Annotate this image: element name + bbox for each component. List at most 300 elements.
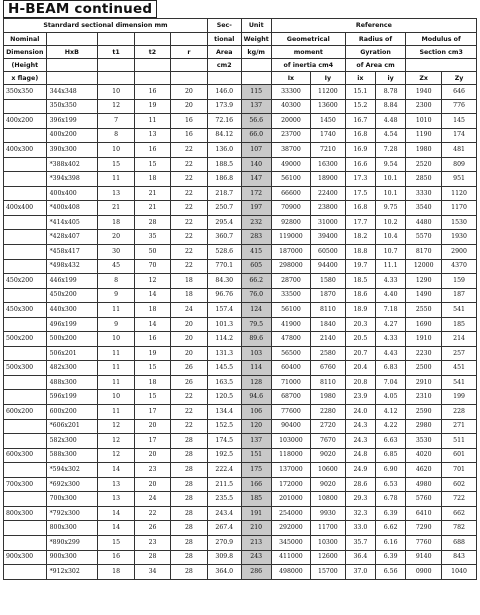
cell-iy: 9020 <box>311 477 346 492</box>
cell-zx: 2300 <box>406 99 442 114</box>
cell-dim <box>4 565 47 580</box>
cell-zy: 602 <box>442 477 477 492</box>
cell-t2: 50 <box>135 245 171 260</box>
cell-w: 147 <box>241 172 271 187</box>
table-row <box>4 419 477 434</box>
cell-riy: 10.1 <box>376 172 406 187</box>
cell-r: 24 <box>170 303 207 318</box>
cell-area: 250.7 <box>207 201 241 216</box>
cell-t2: 35 <box>135 230 171 245</box>
cell-zy: 145 <box>442 114 477 129</box>
cell-t1: 13 <box>98 477 135 492</box>
header-modulus: Modulus of <box>406 33 477 46</box>
cell-iy: 22400 <box>311 186 346 201</box>
cell-zy: 1170 <box>442 201 477 216</box>
cell-rix: 17.5 <box>345 186 375 201</box>
cell-dim <box>4 215 47 230</box>
cell-dim: 450x200 <box>4 274 47 289</box>
cell-t1: 11 <box>98 303 135 318</box>
cell-hxb: *606x201 <box>46 419 98 434</box>
cell-iy: 18900 <box>311 172 346 187</box>
cell-dim <box>4 521 47 536</box>
cell-t2: 13 <box>135 128 171 143</box>
cell-t1: 14 <box>98 506 135 521</box>
header-x-flage: x flage) <box>4 72 47 85</box>
table-row <box>4 477 477 492</box>
cell-iy: 13600 <box>311 99 346 114</box>
cell-zy: 4370 <box>442 259 477 274</box>
cell-ix: 172000 <box>271 477 310 492</box>
cell-rix: 15.2 <box>345 99 375 114</box>
cell-area: 270.9 <box>207 535 241 550</box>
cell-t2: 28 <box>135 550 171 565</box>
header-cm2: cm2 <box>207 59 241 72</box>
table-row <box>4 157 477 172</box>
cell-zy: 451 <box>442 361 477 376</box>
cell-r: 22 <box>170 143 207 158</box>
table-row <box>4 390 477 405</box>
cell-rix: 18.5 <box>345 274 375 289</box>
cell-hxb: 344x348 <box>46 85 98 100</box>
cell-ix: 66600 <box>271 186 310 201</box>
cell-zx: 4020 <box>406 448 442 463</box>
cell-t2: 28 <box>135 215 171 230</box>
cell-area: 96.76 <box>207 288 241 303</box>
cell-rix: 24.3 <box>345 434 375 449</box>
cell-zy: 782 <box>442 521 477 536</box>
cell-w: 76.0 <box>241 288 271 303</box>
header-of-area: of Area cm <box>345 59 406 72</box>
cell-rix: 35.7 <box>345 535 375 550</box>
cell-dim <box>4 157 47 172</box>
cell-zy: 809 <box>442 157 477 172</box>
cell-t2: 18 <box>135 172 171 187</box>
header-standard: Stanrdard sectional dimension mm <box>4 19 208 33</box>
cell-t1: 13 <box>98 186 135 201</box>
cell-t1: 45 <box>98 259 135 274</box>
cell-w: 243 <box>241 550 271 565</box>
cell-riy: 6.90 <box>376 463 406 478</box>
cell-ix: 90400 <box>271 419 310 434</box>
cell-zy: 185 <box>442 317 477 332</box>
cell-zx: 2850 <box>406 172 442 187</box>
header-nominal: Nominal <box>4 33 47 46</box>
cell-r: 28 <box>170 463 207 478</box>
header-t1: t1 <box>98 46 135 59</box>
cell-w: 197 <box>241 201 271 216</box>
cell-w: 210 <box>241 521 271 536</box>
h-beam-table <box>3 18 477 580</box>
cell-riy: 4.48 <box>376 114 406 129</box>
cell-r: 16 <box>170 128 207 143</box>
cell-zx: 1940 <box>406 85 442 100</box>
cell-rix: 24.9 <box>345 463 375 478</box>
cell-zy: 843 <box>442 550 477 565</box>
cell-ix: 254000 <box>271 506 310 521</box>
table-row <box>4 288 477 303</box>
cell-iy: 7670 <box>311 434 346 449</box>
cell-zy: 541 <box>442 303 477 318</box>
cell-t2: 12 <box>135 274 171 289</box>
cell-rix: 37.0 <box>345 565 375 580</box>
cell-ix: 71000 <box>271 375 310 390</box>
cell-zy: 481 <box>442 143 477 158</box>
cell-rix: 20.3 <box>345 317 375 332</box>
header-radius: Radius of <box>345 33 406 46</box>
cell-rix: 18.8 <box>345 245 375 260</box>
cell-w: 66.0 <box>241 128 271 143</box>
cell-ix: 20000 <box>271 114 310 129</box>
cell-iy: 1450 <box>311 114 346 129</box>
cell-t2: 11 <box>135 114 171 129</box>
cell-r: 22 <box>170 172 207 187</box>
cell-hxb: *400x408 <box>46 201 98 216</box>
cell-area: 243.4 <box>207 506 241 521</box>
cell-hxb: 900x300 <box>46 550 98 565</box>
cell-area: 152.5 <box>207 419 241 434</box>
cell-iy: 8110 <box>311 303 346 318</box>
cell-riy: 11.1 <box>376 259 406 274</box>
cell-hxb: *428x407 <box>46 230 98 245</box>
cell-ix: 103000 <box>271 434 310 449</box>
header-dimension: Dimension <box>4 46 47 59</box>
cell-zx: 7760 <box>406 535 442 550</box>
cell-t1: 12 <box>98 99 135 114</box>
cell-t2: 21 <box>135 201 171 216</box>
cell-zy: 214 <box>442 332 477 347</box>
cell-t1: 12 <box>98 419 135 434</box>
cell-t1: 11 <box>98 172 135 187</box>
cell-r: 28 <box>170 521 207 536</box>
cell-iy: 2280 <box>311 405 346 420</box>
table-row <box>4 346 477 361</box>
cell-t2: 16 <box>135 85 171 100</box>
cell-t1: 16 <box>98 550 135 565</box>
cell-dim <box>4 535 47 550</box>
cell-t2: 20 <box>135 448 171 463</box>
cell-w: 175 <box>241 463 271 478</box>
cell-hxb: *414x405 <box>46 215 98 230</box>
cell-hxb: *890x299 <box>46 535 98 550</box>
cell-t1: 7 <box>98 114 135 129</box>
cell-riy: 10.4 <box>376 230 406 245</box>
cell-area: 174.5 <box>207 434 241 449</box>
cell-zx: 2980 <box>406 419 442 434</box>
cell-dim: 500x300 <box>4 361 47 376</box>
cell-zx: 1010 <box>406 114 442 129</box>
cell-r: 22 <box>170 215 207 230</box>
cell-zx: 3330 <box>406 186 442 201</box>
cell-t2: 34 <box>135 565 171 580</box>
cell-w: 106 <box>241 405 271 420</box>
cell-r: 22 <box>170 419 207 434</box>
cell-r: 22 <box>170 405 207 420</box>
cell-riy: 4.43 <box>376 346 406 361</box>
header-kgm: kg/m <box>241 46 271 59</box>
cell-w: 286 <box>241 565 271 580</box>
cell-zx: 0900 <box>406 565 442 580</box>
cell-t1: 12 <box>98 434 135 449</box>
cell-riy: 10.7 <box>376 245 406 260</box>
cell-riy: 6.78 <box>376 492 406 507</box>
cell-iy: 1840 <box>311 317 346 332</box>
cell-r: 28 <box>170 506 207 521</box>
cell-t2: 18 <box>135 303 171 318</box>
cell-r: 18 <box>170 288 207 303</box>
cell-dim: 900x300 <box>4 550 47 565</box>
cell-r: 28 <box>170 434 207 449</box>
cell-t1: 10 <box>98 390 135 405</box>
cell-ix: 345000 <box>271 535 310 550</box>
cell-zx: 5570 <box>406 230 442 245</box>
cell-t2: 14 <box>135 317 171 332</box>
cell-iy: 2720 <box>311 419 346 434</box>
cell-iy: 31000 <box>311 215 346 230</box>
table-row <box>4 274 477 289</box>
table-row <box>4 448 477 463</box>
cell-area: 101.3 <box>207 317 241 332</box>
cell-zy: 511 <box>442 434 477 449</box>
cell-riy: 6.62 <box>376 521 406 536</box>
table-row <box>4 550 477 565</box>
table-row <box>4 361 477 376</box>
cell-w: 283 <box>241 230 271 245</box>
cell-t1: 15 <box>98 535 135 550</box>
cell-rix: 18.6 <box>345 288 375 303</box>
cell-rix: 18.9 <box>345 303 375 318</box>
cell-riy: 6.85 <box>376 448 406 463</box>
cell-r: 22 <box>170 186 207 201</box>
cell-r: 22 <box>170 245 207 260</box>
cell-r: 20 <box>170 99 207 114</box>
cell-hxb: 446x199 <box>46 274 98 289</box>
cell-area: 134.4 <box>207 405 241 420</box>
cell-iy: 8110 <box>311 375 346 390</box>
cell-rix: 36.4 <box>345 550 375 565</box>
cell-rix: 16.7 <box>345 114 375 129</box>
cell-riy: 10.1 <box>376 186 406 201</box>
cell-rix: 20.7 <box>345 346 375 361</box>
cell-t1: 20 <box>98 230 135 245</box>
cell-t2: 22 <box>135 506 171 521</box>
cell-ix: 298000 <box>271 259 310 274</box>
cell-area: 84.12 <box>207 128 241 143</box>
cell-riy: 4.27 <box>376 317 406 332</box>
cell-ix: 77600 <box>271 405 310 420</box>
cell-zx: 4620 <box>406 463 442 478</box>
cell-area: 211.5 <box>207 477 241 492</box>
cell-w: 166 <box>241 477 271 492</box>
cell-t2: 21 <box>135 186 171 201</box>
cell-zy: 257 <box>442 346 477 361</box>
cell-t2: 16 <box>135 332 171 347</box>
cell-dim <box>4 245 47 260</box>
table-row <box>4 405 477 420</box>
header-unit: Unit <box>241 19 271 33</box>
cell-dim: 500x200 <box>4 332 47 347</box>
cell-zy: 776 <box>442 99 477 114</box>
cell-w: 415 <box>241 245 271 260</box>
cell-area: 360.7 <box>207 230 241 245</box>
cell-ix: 40300 <box>271 99 310 114</box>
cell-riy: 9.54 <box>376 157 406 172</box>
cell-area: 120.5 <box>207 390 241 405</box>
cell-area: 267.4 <box>207 521 241 536</box>
cell-t2: 26 <box>135 521 171 536</box>
cell-rix: 16.9 <box>345 143 375 158</box>
cell-area: 364.0 <box>207 565 241 580</box>
cell-rix: 17.3 <box>345 172 375 187</box>
cell-rix: 24.3 <box>345 419 375 434</box>
header-hxb: HxB <box>46 46 98 59</box>
cell-rix: 16.8 <box>345 128 375 143</box>
cell-t2: 17 <box>135 405 171 420</box>
cell-t1: 18 <box>98 565 135 580</box>
cell-t1: 11 <box>98 361 135 376</box>
cell-zx: 1980 <box>406 143 442 158</box>
cell-w: 103 <box>241 346 271 361</box>
table-body <box>4 85 477 580</box>
cell-w: 213 <box>241 535 271 550</box>
cell-zx: 9140 <box>406 550 442 565</box>
cell-iy: 7210 <box>311 143 346 158</box>
header-zy: Zy <box>442 72 477 85</box>
cell-r: 26 <box>170 361 207 376</box>
cell-hxb: 400x400 <box>46 186 98 201</box>
cell-w: 137 <box>241 99 271 114</box>
cell-hxb: *388x402 <box>46 157 98 172</box>
cell-iy: 2140 <box>311 332 346 347</box>
table-row <box>4 230 477 245</box>
cell-zy: 187 <box>442 288 477 303</box>
cell-r: 22 <box>170 230 207 245</box>
cell-w: 232 <box>241 215 271 230</box>
cell-zx: 6410 <box>406 506 442 521</box>
header-section: Section cm3 <box>406 46 477 59</box>
cell-area: 145.5 <box>207 361 241 376</box>
cell-rix: 29.3 <box>345 492 375 507</box>
cell-riy: 6.16 <box>376 535 406 550</box>
cell-t1: 15 <box>98 157 135 172</box>
cell-hxb: 450x200 <box>46 288 98 303</box>
cell-area: 309.8 <box>207 550 241 565</box>
cell-t1: 21 <box>98 201 135 216</box>
cell-riy: 4.12 <box>376 405 406 420</box>
cell-hxb: 396x199 <box>46 114 98 129</box>
cell-t1: 14 <box>98 521 135 536</box>
cell-dim <box>4 259 47 274</box>
cell-dim: 800x300 <box>4 506 47 521</box>
cell-hxb: *498x432 <box>46 259 98 274</box>
cell-dim: 600x300 <box>4 448 47 463</box>
cell-iy: 10300 <box>311 535 346 550</box>
cell-iy: 10800 <box>311 492 346 507</box>
cell-area: 528.6 <box>207 245 241 260</box>
table-row <box>4 128 477 143</box>
header-reference: Reference <box>271 19 476 33</box>
cell-t1: 8 <box>98 128 135 143</box>
cell-zx: 2590 <box>406 405 442 420</box>
cell-zy: 1530 <box>442 215 477 230</box>
cell-t2: 14 <box>135 288 171 303</box>
cell-w: 128 <box>241 375 271 390</box>
cell-w: 137 <box>241 434 271 449</box>
cell-dim <box>4 390 47 405</box>
cell-zx: 1490 <box>406 288 442 303</box>
cell-t2: 20 <box>135 419 171 434</box>
cell-ix: 411000 <box>271 550 310 565</box>
cell-rix: 17.7 <box>345 215 375 230</box>
cell-w: 172 <box>241 186 271 201</box>
cell-dim: 700x300 <box>4 477 47 492</box>
cell-riy: 4.40 <box>376 288 406 303</box>
cell-t1: 13 <box>98 492 135 507</box>
cell-rix: 15.1 <box>345 85 375 100</box>
cell-zy: 159 <box>442 274 477 289</box>
cell-dim <box>4 186 47 201</box>
table-row <box>4 375 477 390</box>
cell-r: 20 <box>170 317 207 332</box>
header-moment: moment <box>271 46 345 59</box>
cell-w: 191 <box>241 506 271 521</box>
cell-zy: 271 <box>442 419 477 434</box>
cell-ix: 498000 <box>271 565 310 580</box>
cell-area: 157.4 <box>207 303 241 318</box>
cell-r: 22 <box>170 259 207 274</box>
cell-zx: 1910 <box>406 332 442 347</box>
cell-riy: 6.63 <box>376 434 406 449</box>
cell-r: 20 <box>170 346 207 361</box>
cell-riy: 8.84 <box>376 99 406 114</box>
table-row <box>4 143 477 158</box>
cell-zy: 199 <box>442 390 477 405</box>
cell-hxb: 588x300 <box>46 448 98 463</box>
cell-ix: 68700 <box>271 390 310 405</box>
header-gyration: Gyration <box>345 46 406 59</box>
cell-iy: 11700 <box>311 521 346 536</box>
cell-riy: 9.75 <box>376 201 406 216</box>
cell-iy: 1740 <box>311 128 346 143</box>
cell-zx: 2310 <box>406 390 442 405</box>
cell-area: 131.3 <box>207 346 241 361</box>
cell-r: 28 <box>170 550 207 565</box>
cell-ix: 49000 <box>271 157 310 172</box>
table-row <box>4 434 477 449</box>
header-geometrical: Geometrical <box>271 33 345 46</box>
cell-area: 72.16 <box>207 114 241 129</box>
header-r: r <box>170 46 207 59</box>
cell-hxb: 582x300 <box>46 434 98 449</box>
cell-ix: 70900 <box>271 201 310 216</box>
cell-rix: 16.8 <box>345 201 375 216</box>
cell-area: 136.0 <box>207 143 241 158</box>
cell-iy: 11200 <box>311 85 346 100</box>
cell-hxb: 600x200 <box>46 405 98 420</box>
cell-t2: 15 <box>135 361 171 376</box>
cell-hxb: 350x350 <box>46 99 98 114</box>
cell-zx: 2520 <box>406 157 442 172</box>
cell-hxb: *792x300 <box>46 506 98 521</box>
cell-dim <box>4 463 47 478</box>
cell-area: 163.5 <box>207 375 241 390</box>
cell-t1: 8 <box>98 274 135 289</box>
cell-area: 188.5 <box>207 157 241 172</box>
table-row <box>4 492 477 507</box>
cell-rix: 20.5 <box>345 332 375 347</box>
table-row <box>4 245 477 260</box>
cell-r: 22 <box>170 390 207 405</box>
table-header <box>4 19 477 85</box>
